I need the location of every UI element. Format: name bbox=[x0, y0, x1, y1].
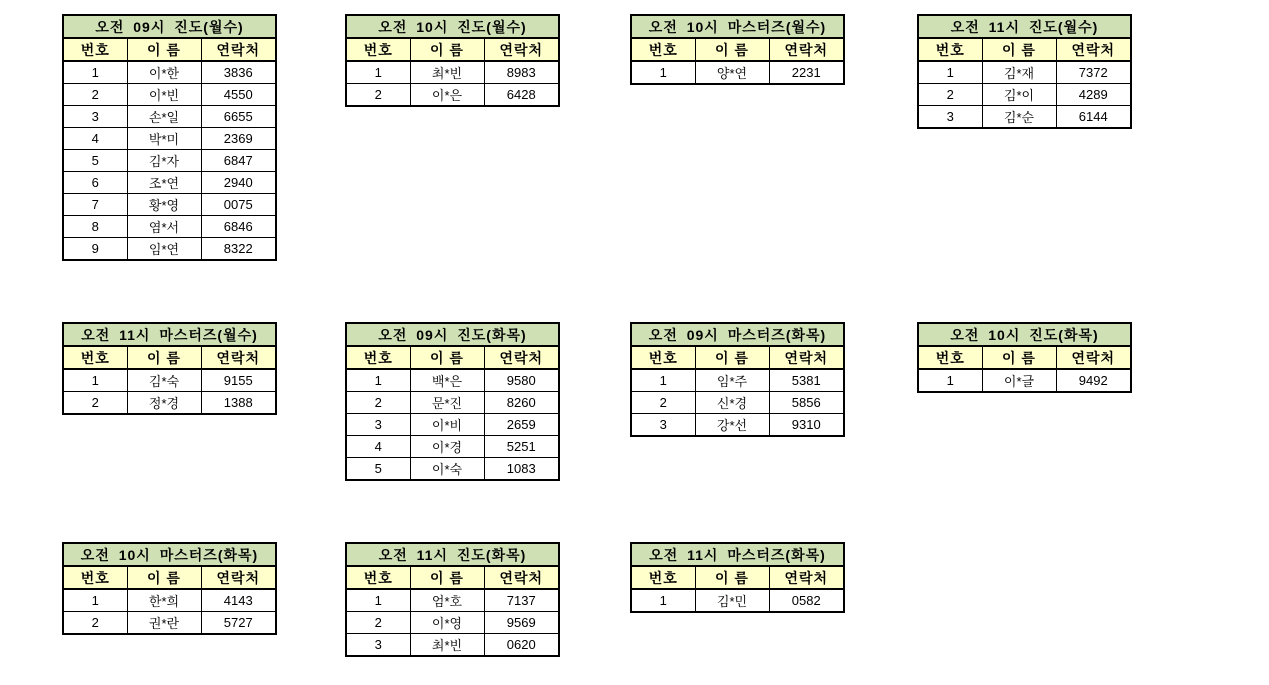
row-number-cell: 1 bbox=[63, 61, 127, 84]
table-title: 오전 10시 진도(월수) bbox=[346, 15, 559, 38]
col-header-name: 이 름 bbox=[982, 38, 1056, 61]
name-cell: 임*주 bbox=[695, 369, 769, 392]
col-header-contact: 연락처 bbox=[201, 566, 276, 589]
name-cell: 황*영 bbox=[127, 194, 201, 216]
name-cell: 백*은 bbox=[410, 369, 484, 392]
col-header-contact: 연락처 bbox=[201, 346, 276, 369]
col-header-number: 번호 bbox=[346, 346, 410, 369]
contact-cell: 9580 bbox=[484, 369, 559, 392]
row-number-cell: 5 bbox=[346, 458, 410, 481]
table-row bbox=[631, 414, 844, 437]
table-body bbox=[63, 61, 276, 260]
table-am11-jindo-monwed bbox=[917, 14, 1132, 129]
col-header-number: 번호 bbox=[63, 346, 127, 369]
table-title: 오전 09시 진도(화목) bbox=[346, 323, 559, 346]
col-header-number: 번호 bbox=[631, 566, 695, 589]
row-number-cell: 2 bbox=[918, 84, 982, 106]
table-row bbox=[63, 172, 276, 194]
table-am10-jindo-tuethu bbox=[917, 322, 1132, 393]
col-header-number: 번호 bbox=[63, 38, 127, 61]
name-cell: 최*빈 bbox=[410, 634, 484, 657]
name-cell: 이*숙 bbox=[410, 458, 484, 481]
contact-cell: 1083 bbox=[484, 458, 559, 481]
table-row bbox=[918, 369, 1131, 392]
table-am11-jindo-tuethu bbox=[345, 542, 560, 657]
contact-cell: 0620 bbox=[484, 634, 559, 657]
col-header-name: 이 름 bbox=[982, 346, 1056, 369]
name-cell: 김*재 bbox=[982, 61, 1056, 84]
col-header-number: 번호 bbox=[918, 38, 982, 61]
row-number-cell: 3 bbox=[63, 106, 127, 128]
table-title: 오전 11시 마스터즈(화목) bbox=[631, 543, 844, 566]
row-number-cell: 1 bbox=[346, 369, 410, 392]
col-header-contact: 연락처 bbox=[484, 346, 559, 369]
row-number-cell: 2 bbox=[63, 84, 127, 106]
name-cell: 양*연 bbox=[695, 61, 769, 84]
col-header-contact: 연락처 bbox=[769, 566, 844, 589]
name-cell: 김*이 bbox=[982, 84, 1056, 106]
contact-cell: 6847 bbox=[201, 150, 276, 172]
contact-cell: 4289 bbox=[1056, 84, 1131, 106]
table-row bbox=[346, 369, 559, 392]
table-row bbox=[63, 150, 276, 172]
table-row bbox=[346, 436, 559, 458]
name-cell: 이*비 bbox=[410, 414, 484, 436]
row-number-cell: 2 bbox=[63, 612, 127, 635]
name-cell: 김*민 bbox=[695, 589, 769, 612]
contact-cell: 5381 bbox=[769, 369, 844, 392]
name-cell: 염*서 bbox=[127, 216, 201, 238]
name-cell: 엄*호 bbox=[410, 589, 484, 612]
col-header-name: 이 름 bbox=[695, 346, 769, 369]
contact-cell: 0075 bbox=[201, 194, 276, 216]
table-row bbox=[63, 612, 276, 635]
table-row bbox=[631, 369, 844, 392]
contact-cell: 5251 bbox=[484, 436, 559, 458]
table-row bbox=[346, 392, 559, 414]
row-number-cell: 2 bbox=[346, 84, 410, 107]
contact-cell: 4143 bbox=[201, 589, 276, 612]
table-title: 오전 10시 마스터즈(화목) bbox=[63, 543, 276, 566]
name-cell: 한*희 bbox=[127, 589, 201, 612]
row-number-cell: 3 bbox=[346, 414, 410, 436]
row-number-cell: 1 bbox=[63, 589, 127, 612]
table-row bbox=[346, 84, 559, 107]
table-row bbox=[63, 84, 276, 106]
row-number-cell: 1 bbox=[918, 61, 982, 84]
contact-cell: 6428 bbox=[484, 84, 559, 107]
contact-cell: 8983 bbox=[484, 61, 559, 84]
col-header-name: 이 름 bbox=[410, 38, 484, 61]
col-header-contact: 연락처 bbox=[1056, 38, 1131, 61]
contact-cell: 1388 bbox=[201, 392, 276, 415]
col-header-name: 이 름 bbox=[127, 346, 201, 369]
table-title: 오전 11시 진도(화목) bbox=[346, 543, 559, 566]
col-header-number: 번호 bbox=[631, 38, 695, 61]
contact-cell: 7137 bbox=[484, 589, 559, 612]
col-header-name: 이 름 bbox=[410, 566, 484, 589]
row-number-cell: 1 bbox=[63, 369, 127, 392]
table-am11-masters-monwed bbox=[62, 322, 277, 415]
row-number-cell: 5 bbox=[63, 150, 127, 172]
table-title: 오전 10시 마스터즈(월수) bbox=[631, 15, 844, 38]
name-cell: 이*빈 bbox=[127, 84, 201, 106]
row-number-cell: 2 bbox=[346, 612, 410, 634]
row-number-cell: 9 bbox=[63, 238, 127, 261]
table-row bbox=[63, 216, 276, 238]
name-cell: 임*연 bbox=[127, 238, 201, 261]
table-row bbox=[63, 61, 276, 84]
row-number-cell: 2 bbox=[346, 392, 410, 414]
table-title: 오전 09시 마스터즈(화목) bbox=[631, 323, 844, 346]
col-header-name: 이 름 bbox=[127, 38, 201, 61]
row-number-cell: 1 bbox=[346, 61, 410, 84]
name-cell: 신*경 bbox=[695, 392, 769, 414]
row-number-cell: 4 bbox=[346, 436, 410, 458]
table-body bbox=[346, 369, 559, 480]
name-cell: 김*순 bbox=[982, 106, 1056, 129]
table-am10-masters-monwed bbox=[630, 14, 845, 85]
table-am10-masters-tuethu bbox=[62, 542, 277, 635]
table-body bbox=[63, 369, 276, 414]
table-row bbox=[63, 106, 276, 128]
row-number-cell: 2 bbox=[63, 392, 127, 415]
contact-cell: 5727 bbox=[201, 612, 276, 635]
table-row bbox=[63, 589, 276, 612]
name-cell: 김*자 bbox=[127, 150, 201, 172]
row-number-cell: 1 bbox=[631, 61, 695, 84]
row-number-cell: 3 bbox=[631, 414, 695, 437]
contact-cell: 9569 bbox=[484, 612, 559, 634]
col-header-name: 이 름 bbox=[695, 566, 769, 589]
col-header-number: 번호 bbox=[346, 38, 410, 61]
table-row bbox=[346, 634, 559, 657]
name-cell: 김*숙 bbox=[127, 369, 201, 392]
table-row bbox=[63, 369, 276, 392]
name-cell: 손*일 bbox=[127, 106, 201, 128]
table-am09-masters-tuethu bbox=[630, 322, 845, 437]
col-header-contact: 연락처 bbox=[769, 346, 844, 369]
table-body bbox=[631, 589, 844, 612]
table-am10-jindo-monwed bbox=[345, 14, 560, 107]
col-header-name: 이 름 bbox=[695, 38, 769, 61]
table-body bbox=[631, 369, 844, 436]
table-row bbox=[63, 238, 276, 261]
name-cell: 최*빈 bbox=[410, 61, 484, 84]
table-am09-jindo-tuethu bbox=[345, 322, 560, 481]
contact-cell: 4550 bbox=[201, 84, 276, 106]
col-header-name: 이 름 bbox=[410, 346, 484, 369]
table-row bbox=[346, 414, 559, 436]
row-number-cell: 1 bbox=[918, 369, 982, 392]
contact-cell: 8260 bbox=[484, 392, 559, 414]
table-am09-jindo-monwed bbox=[62, 14, 277, 261]
contact-cell: 9310 bbox=[769, 414, 844, 437]
table-row bbox=[63, 392, 276, 415]
name-cell: 이*영 bbox=[410, 612, 484, 634]
table-row bbox=[918, 106, 1131, 129]
table-body bbox=[918, 61, 1131, 128]
table-row bbox=[63, 128, 276, 150]
col-header-contact: 연락처 bbox=[484, 38, 559, 61]
contact-cell: 9155 bbox=[201, 369, 276, 392]
name-cell: 이*경 bbox=[410, 436, 484, 458]
table-row bbox=[631, 392, 844, 414]
row-number-cell: 1 bbox=[631, 589, 695, 612]
table-title: 오전 11시 마스터즈(월수) bbox=[63, 323, 276, 346]
contact-cell: 2369 bbox=[201, 128, 276, 150]
table-body bbox=[63, 589, 276, 634]
contact-cell: 7372 bbox=[1056, 61, 1131, 84]
table-body bbox=[346, 589, 559, 656]
col-header-number: 번호 bbox=[63, 566, 127, 589]
contact-cell: 5856 bbox=[769, 392, 844, 414]
name-cell: 문*진 bbox=[410, 392, 484, 414]
row-number-cell: 1 bbox=[346, 589, 410, 612]
table-row bbox=[63, 194, 276, 216]
row-number-cell: 3 bbox=[346, 634, 410, 657]
table-row bbox=[346, 458, 559, 481]
table-row bbox=[346, 61, 559, 84]
table-body bbox=[631, 61, 844, 84]
table-am11-masters-tuethu bbox=[630, 542, 845, 613]
name-cell: 박*미 bbox=[127, 128, 201, 150]
contact-cell: 2231 bbox=[769, 61, 844, 84]
contact-cell: 6846 bbox=[201, 216, 276, 238]
table-title: 오전 09시 진도(월수) bbox=[63, 15, 276, 38]
table-row bbox=[918, 61, 1131, 84]
name-cell: 이*한 bbox=[127, 61, 201, 84]
contact-cell: 2659 bbox=[484, 414, 559, 436]
col-header-contact: 연락처 bbox=[201, 38, 276, 61]
row-number-cell: 8 bbox=[63, 216, 127, 238]
row-number-cell: 1 bbox=[631, 369, 695, 392]
name-cell: 조*연 bbox=[127, 172, 201, 194]
col-header-name: 이 름 bbox=[127, 566, 201, 589]
contact-cell: 3836 bbox=[201, 61, 276, 84]
col-header-contact: 연락처 bbox=[769, 38, 844, 61]
row-number-cell: 2 bbox=[631, 392, 695, 414]
table-row bbox=[346, 589, 559, 612]
name-cell: 이*은 bbox=[410, 84, 484, 107]
col-header-number: 번호 bbox=[346, 566, 410, 589]
table-row bbox=[346, 612, 559, 634]
table-title: 오전 11시 진도(월수) bbox=[918, 15, 1131, 38]
contact-cell: 6655 bbox=[201, 106, 276, 128]
contact-cell: 2940 bbox=[201, 172, 276, 194]
col-header-contact: 연락처 bbox=[484, 566, 559, 589]
col-header-number: 번호 bbox=[631, 346, 695, 369]
table-row bbox=[631, 589, 844, 612]
contact-cell: 0582 bbox=[769, 589, 844, 612]
row-number-cell: 6 bbox=[63, 172, 127, 194]
contact-cell: 6144 bbox=[1056, 106, 1131, 129]
table-title: 오전 10시 진도(화목) bbox=[918, 323, 1131, 346]
contact-cell: 9492 bbox=[1056, 369, 1131, 392]
name-cell: 이*글 bbox=[982, 369, 1056, 392]
table-row bbox=[631, 61, 844, 84]
name-cell: 권*란 bbox=[127, 612, 201, 635]
table-body bbox=[918, 369, 1131, 392]
table-row bbox=[918, 84, 1131, 106]
row-number-cell: 7 bbox=[63, 194, 127, 216]
contact-cell: 8322 bbox=[201, 238, 276, 261]
table-body bbox=[346, 61, 559, 106]
name-cell: 정*경 bbox=[127, 392, 201, 415]
col-header-contact: 연락처 bbox=[1056, 346, 1131, 369]
col-header-number: 번호 bbox=[918, 346, 982, 369]
row-number-cell: 4 bbox=[63, 128, 127, 150]
name-cell: 강*선 bbox=[695, 414, 769, 437]
row-number-cell: 3 bbox=[918, 106, 982, 129]
